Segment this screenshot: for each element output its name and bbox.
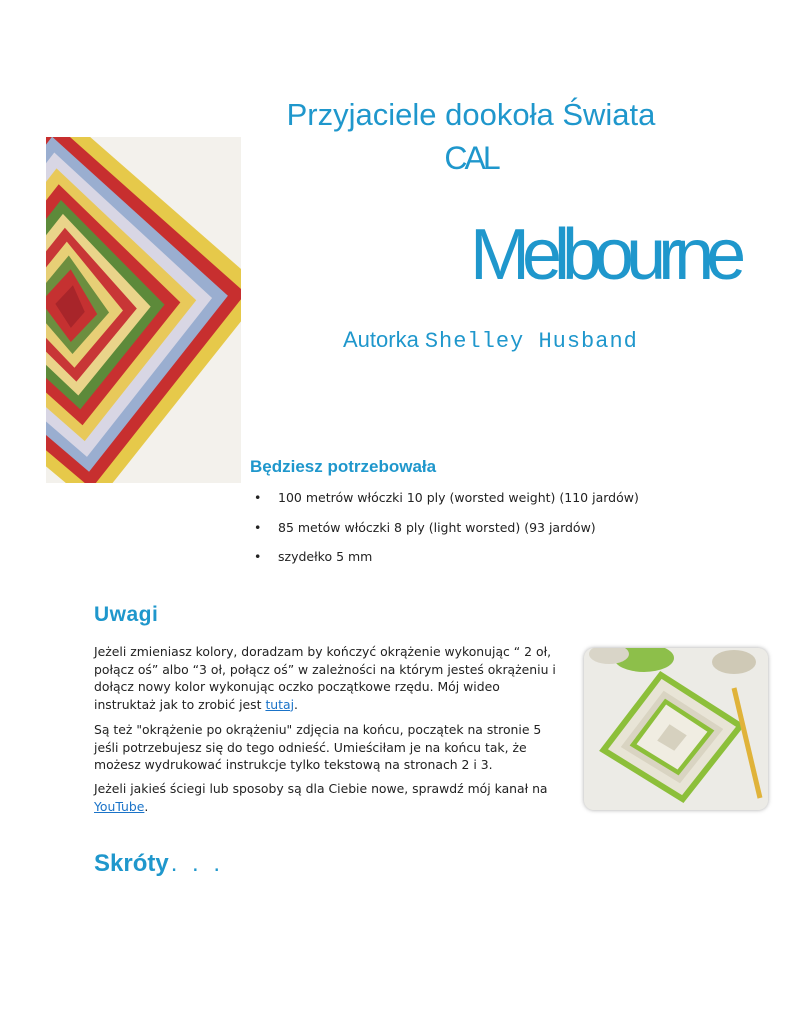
list-item: • szydełko 5 mm xyxy=(254,549,639,579)
youtube-link[interactable]: YouTube xyxy=(94,798,145,814)
period: . xyxy=(294,696,298,712)
pattern-name: Melbourne xyxy=(470,215,739,295)
notes-text-3: Jeżeli jakieś ściegi lub sposoby są dla Ciebie nowe, sprawdź mój kanał na xyxy=(94,781,548,796)
notes-heading: Uwagi xyxy=(94,603,159,626)
author-line xyxy=(343,327,638,354)
list-item: • 100 metrów włóczki 10 ply (worsted weight) (110 jardów) xyxy=(254,490,639,520)
crochet-square-photo-green xyxy=(584,648,768,810)
notes-paragraph-2: Są też "okrążenie po okrążeniu" zdjęcia na końcu, początek na stronie 5 jeśli potrzebujesz się do tego odnieść. Umieściłam je na końcu tak, że możesz wydrukować instrukcje tylko tekstową na stronach 2 i 3. xyxy=(94,722,542,773)
materials-heading: Będziesz potrzebowała xyxy=(250,457,437,476)
abbreviations-title: Skróty xyxy=(94,850,169,877)
notes-text-1: Jeżeli zmieniasz kolory, doradzam by kończyć okrążenie wykonując “ 2 oł, połącz oś” albo “3 oł, połącz oś” w zależności na którym jesteś okrążeniu i dołącz nowy kolor wykonując oczko początkowe rzędu. Mój wideo instruktaż jak to zrobić jest xyxy=(94,644,556,712)
author-label: Autorka xyxy=(343,327,419,352)
notes-paragraph-1 xyxy=(94,643,564,713)
ellipsis: . . . xyxy=(170,850,225,877)
notes-paragraph-3 xyxy=(94,780,564,815)
materials-list xyxy=(254,490,639,579)
page-subtitle: CAL xyxy=(444,140,498,176)
list-item: • 85 metów włóczki 8 ply (light worsted) (93 jardów) xyxy=(254,520,639,550)
page-title: Przyjaciele dookoła Świata xyxy=(286,97,656,132)
abbreviations-heading xyxy=(94,850,224,878)
crochet-square-photo xyxy=(46,137,241,483)
author-name: Shelley Husband xyxy=(424,329,638,354)
tutorial-link[interactable]: tutaj xyxy=(265,696,295,712)
period: . xyxy=(144,798,149,814)
